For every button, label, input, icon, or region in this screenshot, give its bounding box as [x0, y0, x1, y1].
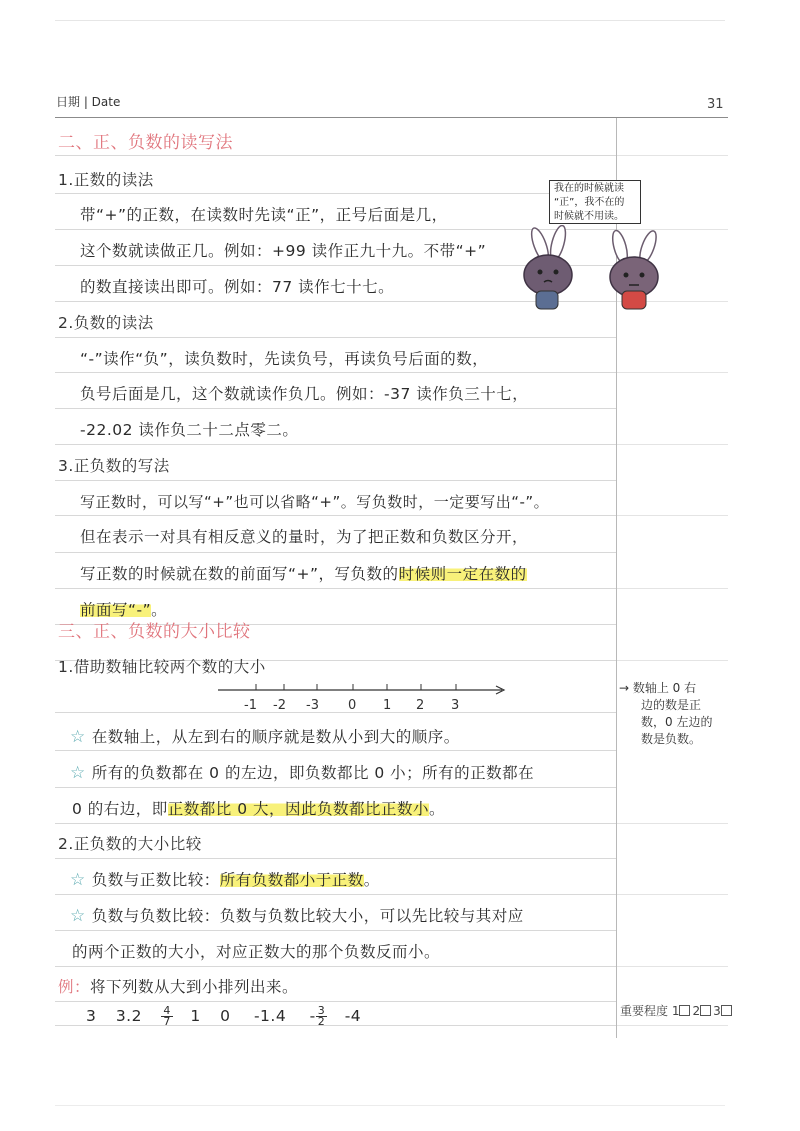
- text-line: 这个数就读做正几。例如：+99 读作正九十九。不带“+”: [80, 242, 487, 260]
- bullet-line: [70, 727, 460, 747]
- highlighted-text: 时候则一定在数的: [398, 565, 527, 583]
- margin-line: [617, 894, 728, 895]
- ruled-line: [55, 823, 616, 824]
- fraction-numerator: 3: [317, 1004, 326, 1017]
- ruled-line: [55, 750, 616, 751]
- margin-line: [617, 966, 728, 967]
- side-note-line: 数，0 左边的: [641, 715, 713, 729]
- ruled-line: [55, 337, 616, 338]
- checkbox[interactable]: [721, 1005, 732, 1016]
- text-span: 负数与正数比较：: [91, 871, 220, 889]
- importance-label: 重要程度: [620, 1004, 669, 1018]
- importance-level-1: 1: [671, 1004, 680, 1018]
- example-numbers: [86, 1006, 361, 1027]
- date-label: 日期 | Date: [56, 95, 121, 109]
- ruled-line: [55, 155, 616, 156]
- ruled-line: [55, 552, 616, 553]
- tick-label: -2: [273, 698, 286, 713]
- ruled-line: [55, 444, 616, 445]
- text-line: [80, 600, 167, 620]
- example-label: 例：: [58, 978, 91, 996]
- margin-line: [617, 372, 728, 373]
- text-span: 在数轴上，从左到右的顺序就是数从小到大的顺序。: [91, 728, 460, 746]
- text-line: [80, 564, 527, 584]
- ruled-line: [55, 858, 616, 859]
- number: -1.4: [253, 1007, 287, 1025]
- subsection-title: 1.正数的读法: [58, 171, 154, 189]
- ruled-line: [55, 372, 616, 373]
- text-span: 写正数的时候就在数的前面写“+”，写负数的: [80, 565, 399, 583]
- header-rule: [55, 117, 728, 118]
- ruled-line: [55, 588, 616, 589]
- subsection-title: 2.正负数的大小比较: [58, 835, 202, 853]
- tick-label: 0: [348, 698, 357, 713]
- subsection-title: 1.借助数轴比较两个数的大小: [58, 658, 266, 676]
- side-note: [619, 680, 712, 748]
- number: -4: [344, 1007, 362, 1025]
- tick-label: -1: [244, 698, 257, 713]
- section-heading: 二、正、负数的读写法: [58, 133, 233, 153]
- top-divider: [55, 20, 725, 21]
- text-span: 。: [429, 800, 446, 818]
- subsection-title: 3.正负数的写法: [58, 457, 170, 475]
- margin-line: [617, 515, 728, 516]
- importance-level-2: 2: [692, 1004, 701, 1018]
- text-span: 。: [151, 601, 168, 619]
- margin-line: [617, 660, 728, 661]
- text-line: 的两个正数的大小，对应正数大的那个负数反而小。: [72, 943, 441, 961]
- number: 3.2: [115, 1007, 142, 1025]
- checkbox[interactable]: [679, 1005, 690, 1016]
- ruled-line: [55, 480, 616, 481]
- star-icon: ☆: [70, 906, 86, 926]
- tick-label: 3: [451, 698, 460, 713]
- margin-line: [617, 1025, 728, 1026]
- side-note-line: 边的数是正: [641, 698, 702, 712]
- rabbit-left: [524, 225, 572, 309]
- text-span: 所有的负数都在 0 的左边，即负数都比 0 小；所有的正数都在: [91, 764, 535, 782]
- minus-sign: -: [309, 1007, 316, 1025]
- ruled-line: [55, 515, 616, 516]
- tick-label: 1: [383, 698, 392, 713]
- text-span: 0 的右边，即: [72, 800, 168, 818]
- number-line: [218, 680, 508, 714]
- margin-line: [617, 155, 728, 156]
- tick-label: 2: [416, 698, 425, 713]
- ruled-line: [55, 1001, 616, 1002]
- text-line: 写正数时，可以写“+”也可以省略“+”。写负数时，一定要写出“-”。: [80, 493, 550, 511]
- star-icon: ☆: [70, 727, 86, 747]
- text-span: 负数与负数比较：负数与负数比较大小，可以先比较与其对应: [91, 907, 524, 925]
- ruled-line: [55, 193, 616, 194]
- text-line: 负号后面是几，这个数就读作负几。例如：-37 读作负三十七，: [80, 385, 529, 403]
- subsection-title: 2.负数的读法: [58, 314, 154, 332]
- fraction-numerator: 4: [163, 1004, 171, 1017]
- importance-rating: [620, 1002, 734, 1019]
- fraction-denominator: 2: [317, 1015, 326, 1028]
- text-line: 但在表示一对具有相反意义的量时，为了把正数和负数区分开，: [80, 528, 529, 546]
- ruled-line: [55, 787, 616, 788]
- ruled-line: [55, 894, 616, 895]
- number: 1: [190, 1007, 201, 1025]
- page-number: 31: [707, 97, 724, 112]
- side-note-line: → 数轴上 0 右: [619, 681, 697, 695]
- text-span: 。: [363, 871, 380, 889]
- speech-bubble: 我在的时候就读 “正”，我不在的 时候就不用读。: [549, 180, 641, 224]
- checkbox[interactable]: [700, 1005, 711, 1016]
- fraction-denominator: 7: [163, 1015, 171, 1028]
- fraction: [316, 1006, 328, 1027]
- highlighted-text: 正数都比 0 大，因此负数都比正数小: [167, 800, 430, 818]
- text-line: 带“+”的正数，在读数时先读“正”，正号后面是几，: [80, 206, 448, 224]
- fraction: [161, 1006, 173, 1027]
- bottom-divider: [55, 1105, 725, 1106]
- rabbit-illustration: [510, 225, 670, 325]
- star-icon: ☆: [70, 763, 86, 783]
- margin-line: [617, 823, 728, 824]
- importance-level-3: 3: [713, 1004, 721, 1018]
- text-line: [72, 799, 445, 819]
- text-line: “-”读作“负”，读负数时，先读负号，再读负号后面的数，: [80, 350, 489, 368]
- number: 3: [86, 1007, 97, 1025]
- highlighted-text: 所有负数都小于正数: [219, 871, 364, 889]
- tick-label: -3: [306, 698, 319, 713]
- bullet-line: [70, 763, 534, 783]
- text-span: 将下列数从大到小排列出来。: [90, 978, 299, 996]
- section-heading: 三、正、负数的大小比较: [58, 622, 251, 642]
- margin-line: [617, 588, 728, 589]
- ruled-line: [55, 966, 616, 967]
- text-line: -22.02 读作负二十二点零二。: [80, 421, 299, 439]
- rabbit-right: [610, 229, 660, 309]
- text-line: 的数直接读出即可。例如：77 读作七十七。: [80, 278, 395, 296]
- bullet-line: [70, 870, 380, 890]
- margin-line: [617, 444, 728, 445]
- ruled-line: [55, 930, 616, 931]
- highlighted-text: 前面写“-”: [80, 601, 152, 619]
- number: 0: [220, 1007, 231, 1025]
- example-line: [58, 977, 298, 997]
- bullet-line: [70, 906, 524, 926]
- side-note-line: 数是负数。: [641, 732, 702, 746]
- ruled-line: [55, 408, 616, 409]
- star-icon: ☆: [70, 870, 86, 890]
